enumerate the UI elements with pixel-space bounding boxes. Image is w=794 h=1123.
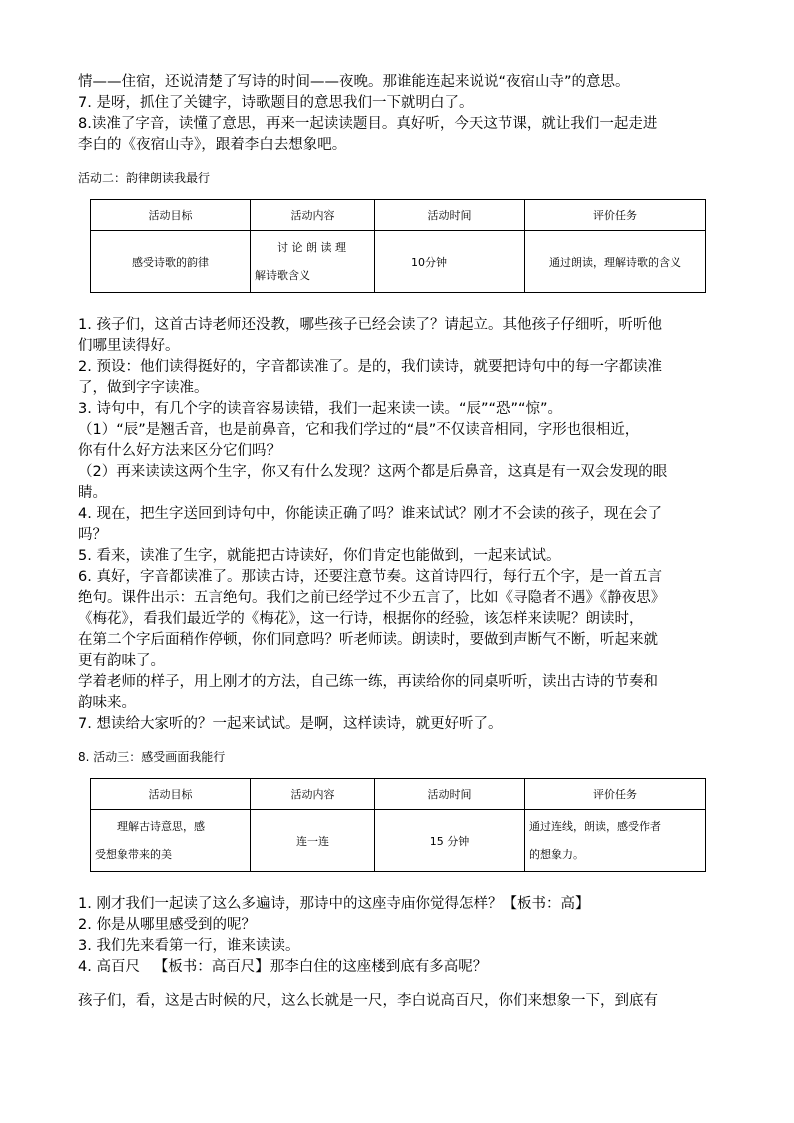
table-row	[91, 231, 706, 293]
table-cell-goal	[91, 810, 251, 872]
table-cell-time: 10分钟	[375, 231, 525, 293]
cell-line: 讨 论 朗 读 理	[277, 240, 346, 254]
table-header-cell: 活动目标	[91, 200, 251, 231]
table-header-row	[91, 200, 706, 231]
activity3-table	[90, 778, 706, 872]
cell-line: 通过连线，朗读，感受作者	[529, 819, 661, 833]
paragraph-line: 们哪里读得好。	[78, 338, 180, 354]
paragraph-line: 学着老师的样子，用上刚才的方法，自己练一练，再读给你的同桌听听，读出古诗的节奏和	[78, 674, 658, 690]
paragraph-line: 睛。	[78, 485, 107, 501]
paragraph-line: 你有什么好方法来区分它们吗？	[78, 443, 281, 459]
cell-line: 的想象力。	[529, 847, 584, 861]
table-cell-content: 连一连	[251, 810, 375, 872]
table-header-cell: 活动时间	[375, 779, 525, 810]
table-header-cell: 评价任务	[525, 779, 706, 810]
paragraph-line: 更有韵味了。	[78, 653, 165, 669]
table-header-row	[91, 779, 706, 810]
paragraph-line: 3. 我们先来看第一行，谁来读读。	[78, 938, 300, 954]
cell-line: 受想象带来的美	[95, 847, 172, 861]
table-header-cell: 评价任务	[525, 200, 706, 231]
table-cell-task	[525, 810, 706, 872]
section-heading-activity3: 8. 活动三：感受画面我能行	[78, 750, 226, 764]
paragraph-line: 1. 刚才我们一起读了这么多遍诗，那诗中的这座寺庙你觉得怎样？【板书：高】	[78, 896, 590, 912]
paragraph-line: 3. 诗句中，有几个字的读音容易读错，我们一起来读一读。“辰”“恐”“惊”。	[78, 401, 563, 417]
paragraph-line: （2）再来读读这两个生字，你又有什么发现？这两个都是后鼻音，这真是有一双会发现的眼	[78, 464, 668, 480]
paragraph-line: 2. 你是从哪里感受到的呢？	[78, 917, 256, 933]
table-cell-goal: 感受诗歌的韵律	[91, 231, 251, 293]
paragraph-line: 绝句。课件出示：五言绝句。我们之前已经学过不少五言了，比如《寻隐者不遇》《静夜思》	[78, 590, 666, 606]
table-header-cell: 活动时间	[375, 200, 525, 231]
paragraph-line: 韵味来。	[78, 695, 136, 711]
paragraph-line: 《梅花》，看我们最近学的《梅花》，这一行诗，根据你的经验，该怎样来读呢？朗读时，	[78, 611, 644, 627]
paragraph-line: 1. 孩子们，这首古诗老师还没教，哪些孩子已经会读了？请起立。其他孩子仔细听，听听他	[78, 317, 662, 333]
paragraph-line: （1）“辰”是翘舌音，也是前鼻音，它和我们学过的“晨”不仅读音相同，字形也很相近，	[78, 422, 640, 438]
paragraph-line: 4. 现在，把生字送回到诗句中，你能读正确了吗？谁来试试？刚才不会读的孩子，现在会了	[78, 506, 662, 522]
cell-line: 理解古诗意思，感	[117, 819, 205, 833]
table-row	[91, 810, 706, 872]
table-header-cell: 活动目标	[91, 779, 251, 810]
table-cell-content	[251, 231, 375, 293]
paragraph-line: 6. 真好，字音都读准了。那读古诗，还要注意节奏。这首诗四行，每行五个字，是一首五言	[78, 569, 662, 585]
paragraph-line: 李白的《夜宿山寺》，跟着李白去想象吧。	[78, 137, 347, 153]
activity2-table	[90, 199, 706, 293]
paragraph-line: 2. 预设：他们读得挺好的，字音都读准了。是的，我们读诗，就要把诗句中的每一字都读准	[78, 359, 662, 375]
document-page	[78, 72, 718, 1012]
paragraph-line: 了，做到字字读准。	[78, 380, 209, 396]
paragraph-line: 5. 看来，读准了生字，就能把古诗读好，你们肯定也能做到，一起来试试。	[78, 548, 561, 564]
paragraph-line: 8.读准了字音，读懂了意思，再来一起读读题目。真好听，今天这节课，就让我们一起走进	[78, 116, 658, 132]
section-heading-activity2: 活动二：韵律朗读我最行	[78, 171, 211, 185]
paragraph-line: 孩子们，看，这是古时候的尺，这么长就是一尺，李白说高百尺，你们来想象一下，到底有	[78, 993, 658, 1009]
table-cell-time: 15 分钟	[375, 810, 525, 872]
paragraph-line: 在第二个字后面稍作停顿，你们同意吗？听老师读。朗读时，要做到声断气不断，听起来就	[78, 632, 658, 648]
table-cell-task: 通过朗读，理解诗歌的含义	[525, 231, 706, 293]
paragraph-line: 7. 想读给大家听的？一起来试试。是啊，这样读诗，就更好听了。	[78, 716, 503, 732]
paragraph-line: 情——住宿，还说清楚了写诗的时间——夜晚。那谁能连起来说说“夜宿山寺”的意思。	[78, 74, 630, 90]
table-header-cell: 活动内容	[251, 200, 375, 231]
cell-line: 解诗歌含义	[255, 268, 310, 282]
paragraph-line: 吗？	[78, 527, 107, 543]
paragraph-line: 4. 高百尺 【板书：高百尺】那李白住的这座楼到底有多高呢？	[78, 959, 488, 975]
paragraph-line: 7. 是呀，抓住了关键字，诗歌题目的意思我们一下就明白了。	[78, 95, 474, 111]
table-header-cell: 活动内容	[251, 779, 375, 810]
